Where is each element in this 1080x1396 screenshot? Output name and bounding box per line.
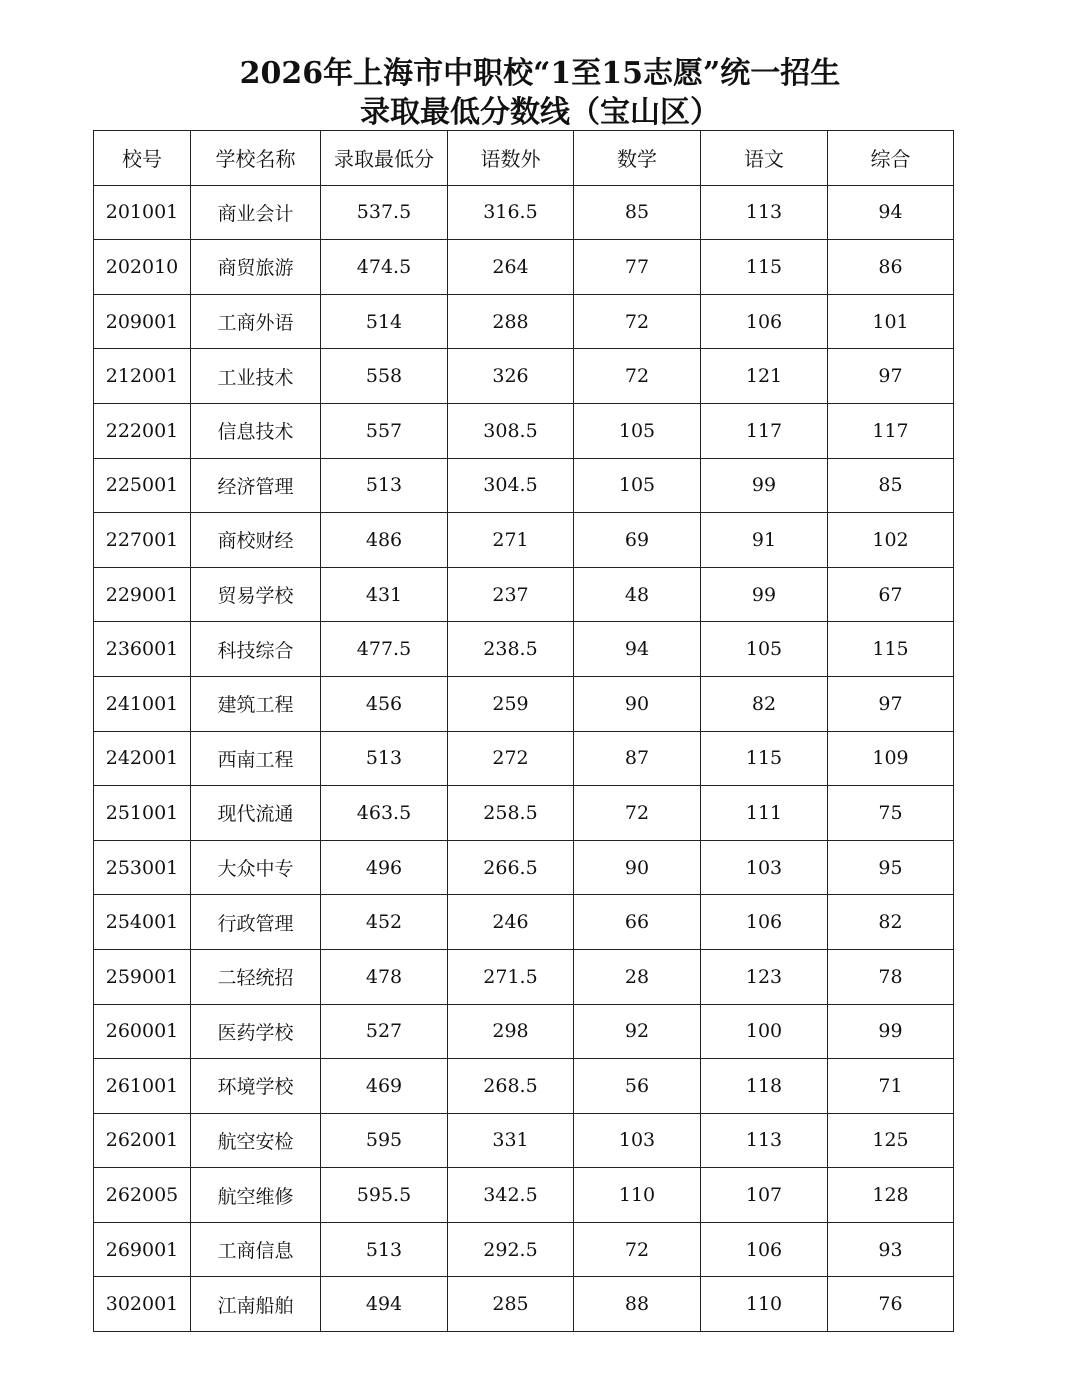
cell-school-id: 262001 — [94, 1113, 191, 1168]
table-row — [94, 1004, 954, 1059]
table-row — [94, 1222, 954, 1277]
table-body — [94, 185, 954, 1331]
cell-comprehensive: 102 — [828, 513, 954, 568]
cell-chn-math-eng: 308.5 — [448, 403, 574, 458]
cell-math: 72 — [574, 294, 701, 349]
table-row — [94, 1168, 954, 1223]
cell-school-name: 科技综合 — [191, 622, 321, 677]
cell-comprehensive: 78 — [828, 949, 954, 1004]
cell-school-name: 行政管理 — [191, 895, 321, 950]
cell-math: 48 — [574, 567, 701, 622]
cell-min-score: 477.5 — [321, 622, 448, 677]
cell-chn-math-eng: 258.5 — [448, 786, 574, 841]
cell-min-score: 478 — [321, 949, 448, 1004]
cell-school-id: 302001 — [94, 1277, 191, 1332]
cell-chinese: 118 — [701, 1059, 828, 1114]
cell-comprehensive: 128 — [828, 1168, 954, 1223]
cell-school-id: 236001 — [94, 622, 191, 677]
cell-min-score: 513 — [321, 731, 448, 786]
cell-comprehensive: 97 — [828, 676, 954, 731]
cell-chn-math-eng: 259 — [448, 676, 574, 731]
cell-math: 66 — [574, 895, 701, 950]
cell-school-name: 信息技术 — [191, 403, 321, 458]
table-row — [94, 403, 954, 458]
header-comprehensive: 综合 — [828, 131, 954, 186]
cell-chinese: 115 — [701, 731, 828, 786]
cell-math: 94 — [574, 622, 701, 677]
cell-chn-math-eng: 272 — [448, 731, 574, 786]
cell-chn-math-eng: 237 — [448, 567, 574, 622]
cell-min-score: 514 — [321, 294, 448, 349]
cell-chinese: 117 — [701, 403, 828, 458]
cell-chn-math-eng: 304.5 — [448, 458, 574, 513]
table-row — [94, 786, 954, 841]
cell-chinese: 100 — [701, 1004, 828, 1059]
cell-chinese: 103 — [701, 840, 828, 895]
cell-comprehensive: 75 — [828, 786, 954, 841]
cell-school-id: 201001 — [94, 185, 191, 240]
cell-chinese: 113 — [701, 185, 828, 240]
cell-min-score: 469 — [321, 1059, 448, 1114]
cell-school-name: 航空安检 — [191, 1113, 321, 1168]
cell-math: 88 — [574, 1277, 701, 1332]
cell-comprehensive: 82 — [828, 895, 954, 950]
cell-math: 72 — [574, 786, 701, 841]
cell-chinese: 111 — [701, 786, 828, 841]
cell-chinese: 113 — [701, 1113, 828, 1168]
cell-comprehensive: 67 — [828, 567, 954, 622]
cell-math: 90 — [574, 840, 701, 895]
cell-comprehensive: 117 — [828, 403, 954, 458]
table-row — [94, 1113, 954, 1168]
header-chn-math-eng: 语数外 — [448, 131, 574, 186]
header-chinese: 语文 — [701, 131, 828, 186]
cell-school-name: 环境学校 — [191, 1059, 321, 1114]
header-school-name: 学校名称 — [191, 131, 321, 186]
cell-chn-math-eng: 292.5 — [448, 1222, 574, 1277]
cell-math: 28 — [574, 949, 701, 1004]
cell-min-score: 527 — [321, 1004, 448, 1059]
cell-min-score: 595 — [321, 1113, 448, 1168]
cell-school-id: 229001 — [94, 567, 191, 622]
table-row — [94, 513, 954, 568]
table-row — [94, 185, 954, 240]
cell-chn-math-eng: 316.5 — [448, 185, 574, 240]
table-row — [94, 895, 954, 950]
cell-school-name: 现代流通 — [191, 786, 321, 841]
cell-chn-math-eng: 298 — [448, 1004, 574, 1059]
cell-school-name: 工业技术 — [191, 349, 321, 404]
cell-chinese: 106 — [701, 294, 828, 349]
cell-math: 77 — [574, 240, 701, 295]
cell-chinese: 91 — [701, 513, 828, 568]
cell-min-score: 513 — [321, 1222, 448, 1277]
cell-chinese: 99 — [701, 458, 828, 513]
cell-school-id: 269001 — [94, 1222, 191, 1277]
page-title: 2026年上海市中职校“1至15志愿”统一招生 — [239, 56, 841, 91]
cell-school-name: 江南船舶 — [191, 1277, 321, 1332]
table-row — [94, 1059, 954, 1114]
cell-min-score: 474.5 — [321, 240, 448, 295]
cell-school-id: 212001 — [94, 349, 191, 404]
cell-comprehensive: 97 — [828, 349, 954, 404]
cell-min-score: 494 — [321, 1277, 448, 1332]
cell-chn-math-eng: 288 — [448, 294, 574, 349]
table-row — [94, 458, 954, 513]
cell-chinese: 107 — [701, 1168, 828, 1223]
cell-comprehensive: 95 — [828, 840, 954, 895]
cell-chinese: 106 — [701, 895, 828, 950]
cell-comprehensive: 71 — [828, 1059, 954, 1114]
cell-math: 110 — [574, 1168, 701, 1223]
cell-school-name: 大众中专 — [191, 840, 321, 895]
table-row — [94, 676, 954, 731]
cell-min-score: 486 — [321, 513, 448, 568]
table-row — [94, 294, 954, 349]
cell-chinese: 82 — [701, 676, 828, 731]
cell-min-score: 558 — [321, 349, 448, 404]
cell-math: 56 — [574, 1059, 701, 1114]
cell-school-id: 225001 — [94, 458, 191, 513]
table-row — [94, 840, 954, 895]
cell-chn-math-eng: 342.5 — [448, 1168, 574, 1223]
cell-math: 69 — [574, 513, 701, 568]
cell-math: 72 — [574, 1222, 701, 1277]
cell-school-name: 航空维修 — [191, 1168, 321, 1223]
cell-school-id: 262005 — [94, 1168, 191, 1223]
cell-school-name: 商贸旅游 — [191, 240, 321, 295]
table-row — [94, 240, 954, 295]
cell-comprehensive: 85 — [828, 458, 954, 513]
cell-comprehensive: 99 — [828, 1004, 954, 1059]
table-row — [94, 349, 954, 404]
cell-school-name: 商校财经 — [191, 513, 321, 568]
cell-chn-math-eng: 271 — [448, 513, 574, 568]
cell-comprehensive: 109 — [828, 731, 954, 786]
header-min-score: 录取最低分 — [321, 131, 448, 186]
cell-school-id: 259001 — [94, 949, 191, 1004]
cell-school-id: 260001 — [94, 1004, 191, 1059]
cell-chn-math-eng: 266.5 — [448, 840, 574, 895]
cell-school-id: 254001 — [94, 895, 191, 950]
cell-math: 72 — [574, 349, 701, 404]
cell-school-name: 经济管理 — [191, 458, 321, 513]
cell-chn-math-eng: 268.5 — [448, 1059, 574, 1114]
cell-comprehensive: 115 — [828, 622, 954, 677]
cell-school-name: 医药学校 — [191, 1004, 321, 1059]
cell-chinese: 105 — [701, 622, 828, 677]
cell-min-score: 431 — [321, 567, 448, 622]
cell-chinese: 115 — [701, 240, 828, 295]
cell-comprehensive: 76 — [828, 1277, 954, 1332]
cell-math: 105 — [574, 403, 701, 458]
cell-school-id: 241001 — [94, 676, 191, 731]
cell-school-id: 222001 — [94, 403, 191, 458]
table-header-row — [94, 131, 954, 186]
cell-chn-math-eng: 331 — [448, 1113, 574, 1168]
cell-chinese: 123 — [701, 949, 828, 1004]
cell-chn-math-eng: 246 — [448, 895, 574, 950]
cell-chinese: 121 — [701, 349, 828, 404]
header-school-id: 校号 — [94, 131, 191, 186]
cell-school-id: 209001 — [94, 294, 191, 349]
cell-school-id: 251001 — [94, 786, 191, 841]
cell-comprehensive: 94 — [828, 185, 954, 240]
cell-math: 92 — [574, 1004, 701, 1059]
cell-school-name: 贸易学校 — [191, 567, 321, 622]
cell-chn-math-eng: 326 — [448, 349, 574, 404]
cell-school-name: 建筑工程 — [191, 676, 321, 731]
cell-comprehensive: 125 — [828, 1113, 954, 1168]
cell-chn-math-eng: 264 — [448, 240, 574, 295]
cell-min-score: 496 — [321, 840, 448, 895]
score-table — [93, 130, 954, 1332]
table-row — [94, 567, 954, 622]
cell-min-score: 537.5 — [321, 185, 448, 240]
cell-min-score: 463.5 — [321, 786, 448, 841]
cell-chinese: 110 — [701, 1277, 828, 1332]
cell-school-id: 261001 — [94, 1059, 191, 1114]
table-row — [94, 731, 954, 786]
cell-math: 85 — [574, 185, 701, 240]
cell-chn-math-eng: 238.5 — [448, 622, 574, 677]
cell-chn-math-eng: 285 — [448, 1277, 574, 1332]
cell-min-score: 557 — [321, 403, 448, 458]
table-row — [94, 949, 954, 1004]
cell-school-id: 253001 — [94, 840, 191, 895]
cell-school-id: 242001 — [94, 731, 191, 786]
cell-school-name: 商业会计 — [191, 185, 321, 240]
cell-school-name: 工商外语 — [191, 294, 321, 349]
cell-school-id: 202010 — [94, 240, 191, 295]
cell-chinese: 106 — [701, 1222, 828, 1277]
header-math: 数学 — [574, 131, 701, 186]
table-row — [94, 1277, 954, 1332]
cell-comprehensive: 101 — [828, 294, 954, 349]
cell-school-name: 工商信息 — [191, 1222, 321, 1277]
cell-chn-math-eng: 271.5 — [448, 949, 574, 1004]
cell-min-score: 513 — [321, 458, 448, 513]
cell-chinese: 99 — [701, 567, 828, 622]
cell-math: 90 — [574, 676, 701, 731]
cell-school-name: 西南工程 — [191, 731, 321, 786]
table-row — [94, 622, 954, 677]
cell-math: 105 — [574, 458, 701, 513]
cell-min-score: 452 — [321, 895, 448, 950]
cell-min-score: 595.5 — [321, 1168, 448, 1223]
page-subtitle: 录取最低分数线（宝山区） — [360, 95, 720, 130]
cell-math: 87 — [574, 731, 701, 786]
cell-math: 103 — [574, 1113, 701, 1168]
cell-school-name: 二轻统招 — [191, 949, 321, 1004]
cell-school-id: 227001 — [94, 513, 191, 568]
cell-comprehensive: 86 — [828, 240, 954, 295]
cell-comprehensive: 93 — [828, 1222, 954, 1277]
cell-min-score: 456 — [321, 676, 448, 731]
